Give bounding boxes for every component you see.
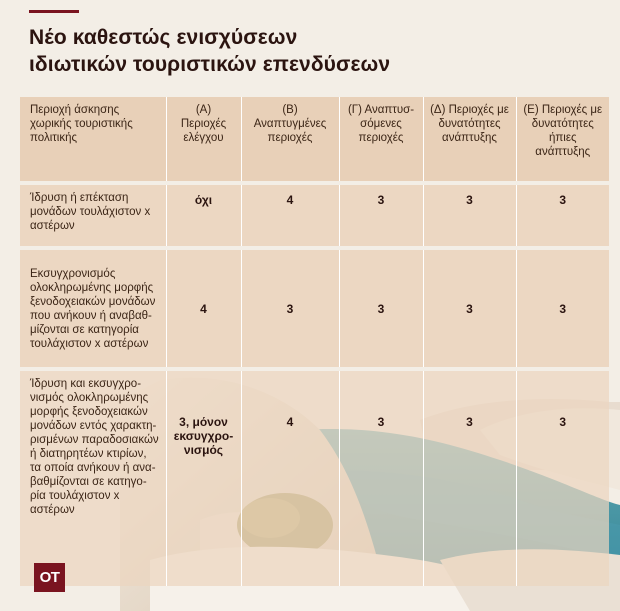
cell-value: 3 [339,371,423,586]
cell-value: 4 [166,250,241,367]
cell-value: 3 [241,250,339,367]
title-accent-bar [29,10,79,13]
cell-value: 3 [339,250,423,367]
row-label: Εκσυγχρονισμός ολοκληρωμένης μορφής ξενοδοχειακών μονάδων που ανήκουν ή αναβαθ-μίζονται σε κατηγορία τουλάχιστον x αστέρων [20,250,166,367]
cell-value: 3 [516,185,609,246]
cell-value: 4 [241,371,339,586]
table-row [20,185,609,246]
table-row [20,250,609,367]
header-cell-b: (Β) Αναπτυγμένες περιοχές [241,97,339,181]
header-cell-area: Περιοχή άσκησης χωρικής τουριστικής πολιτικής [20,97,166,181]
header-cell-e: (Ε) Περιοχές με δυνατότητες ήπιες ανάπτυξης [516,97,609,181]
header-cell-c: (Γ) Αναπτυσ-σόμενες περιοχές [339,97,423,181]
header-cell-a: (Α) Περιοχές ελέγχου [166,97,241,181]
ot-logo: ΟΤ [34,563,65,592]
header-cell-d: (Δ) Περιοχές με δυνατότητες ανάπτυξης [423,97,516,181]
incentives-table [20,97,609,586]
row-label: Ίδρυση και εκσυγχρο-νισμός ολοκληρωμένης μορφής ξενοδοχειακών μονάδων εντός χαρακτη-ρισμένων παραδοσιακών ή διατηρητέων κτιρίων, τα οποία ανήκουν ή ανα-βαθμίζονται σε κατηγο-ρία τουλάχιστον x αστέρων [20,371,166,586]
cell-value: 3 [339,185,423,246]
page-title-line-2: ιδιωτικών τουριστικών επενδύσεων [29,53,391,76]
table-header-row [20,97,609,181]
cell-value: 3, μόνον εκσυγχρο-νισμός [166,371,241,586]
cell-value: 4 [241,185,339,246]
cell-value: 3 [516,250,609,367]
cell-value: 3 [516,371,609,586]
table-row [20,371,609,586]
cell-value: 3 [423,250,516,367]
cell-value: 3 [423,185,516,246]
cell-value: όχι [166,185,241,246]
row-label: Ίδρυση ή επέκταση μονάδων τουλάχιστον x αστέρων [20,185,166,246]
page-title-line-1: Νέο καθεστώς ενισχύσεων [29,26,298,49]
page-title [29,24,390,78]
cell-value: 3 [423,371,516,586]
